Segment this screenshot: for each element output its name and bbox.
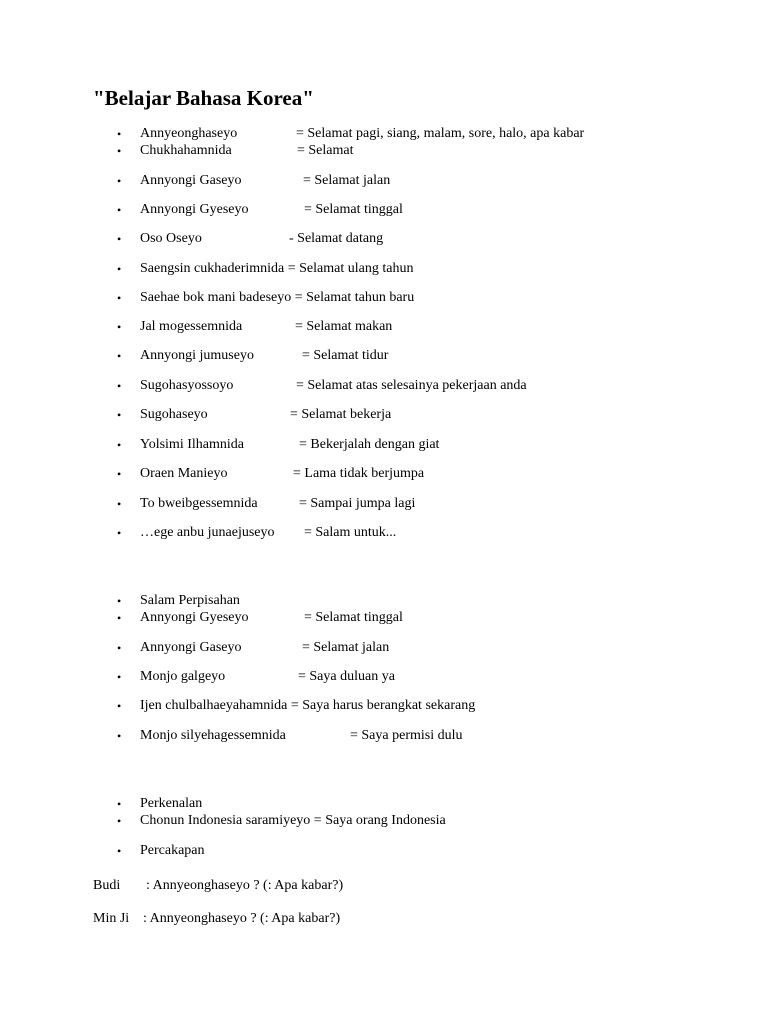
translation: = Selamat bekerja [290, 407, 392, 422]
bullet-icon: • [117, 699, 122, 713]
korean-term: Ijen chulbalhaeyahamnida = Saya harus berangkat sekarang [140, 698, 476, 713]
korean-term: Chonun Indonesia saramiyeyo = Saya orang Indonesia [140, 813, 446, 828]
korean-term: Annyongi Gaseyo [140, 173, 242, 188]
korean-term: Annyongi jumuseyo [140, 348, 254, 363]
translation: = Selamat makan [295, 319, 393, 334]
speaker-name: Min Ji [93, 911, 130, 926]
korean-term: Annyeonghaseyo [140, 126, 238, 141]
korean-term: To bweibgessemnida [140, 496, 258, 511]
korean-term: Annyongi Gyeseyo [140, 202, 249, 217]
translation: = Selamat jalan [302, 640, 390, 655]
translation: = Selamat tinggal [304, 610, 403, 625]
korean-term: Sugohasyossoyo [140, 378, 234, 393]
bullet-icon: • [117, 438, 122, 452]
translation: = Selamat tinggal [304, 202, 403, 217]
translation: = Selamat tidur [302, 348, 389, 363]
bullet-icon: • [117, 497, 122, 511]
korean-term: Oraen Manieyo [140, 466, 228, 481]
bullet-icon: • [117, 232, 122, 246]
speaker-utterance: : Annyeonghaseyo ? (: Apa kabar?) [143, 911, 341, 926]
translation: = Selamat [297, 143, 354, 158]
bullet-icon: • [117, 320, 122, 334]
bullet-icon: • [117, 349, 122, 363]
bullet-icon: • [117, 844, 122, 858]
korean-term: …ege anbu junaejuseyo [140, 525, 275, 540]
bullet-icon: • [117, 262, 122, 276]
bullet-icon: • [117, 797, 122, 811]
speaker-utterance: : Annyeonghaseyo ? (: Apa kabar?) [146, 878, 344, 893]
translation: = Salam untuk... [304, 525, 397, 540]
korean-term: Jal mogessemnida [140, 319, 243, 334]
bullet-icon: • [117, 729, 122, 743]
translation: = Selamat jalan [303, 173, 391, 188]
translation: = Selamat pagi, siang, malam, sore, halo, apa kabar [296, 126, 585, 141]
bullet-icon: • [117, 670, 122, 684]
bullet-icon: • [117, 641, 122, 655]
translation: = Saya duluan ya [298, 669, 395, 684]
korean-term: Saehae bok mani badeseyo = Selamat tahun baru [140, 290, 415, 305]
bullet-icon: • [117, 408, 122, 422]
translation: = Sampai jumpa lagi [299, 496, 416, 511]
bullet-icon: • [117, 611, 122, 625]
korean-term: Perkenalan [140, 796, 203, 811]
translation: = Lama tidak berjumpa [293, 466, 425, 481]
korean-term: Percakapan [140, 843, 205, 858]
translation: - Selamat datang [289, 231, 384, 246]
korean-term: Annyongi Gyeseyo [140, 610, 249, 625]
bullet-icon: • [117, 127, 122, 141]
speaker-name: Budi [93, 878, 121, 893]
translation: = Selamat atas selesainya pekerjaan anda [296, 378, 527, 393]
korean-term: Chukhahamnida [140, 143, 232, 158]
bullet-icon: • [117, 174, 122, 188]
bullet-icon: • [117, 467, 122, 481]
document-title: "Belajar Bahasa Korea" [93, 86, 314, 110]
korean-term: Monjo galgeyo [140, 669, 226, 684]
translation: = Bekerjalah dengan giat [299, 437, 440, 452]
korean-term: Annyongi Gaseyo [140, 640, 242, 655]
korean-term: Sugohaseyo [140, 407, 208, 422]
bullet-icon: • [117, 291, 122, 305]
translation: = Saya permisi dulu [350, 728, 463, 743]
korean-term: Monjo silyehagessemnida [140, 728, 286, 743]
bullet-icon: • [117, 526, 122, 540]
bullet-icon: • [117, 203, 122, 217]
korean-term: Saengsin cukhaderimnida = Selamat ulang tahun [140, 261, 414, 276]
korean-term: Yolsimi Ilhamnida [140, 437, 244, 452]
bullet-icon: • [117, 144, 122, 158]
bullet-icon: • [117, 814, 122, 828]
bullet-icon: • [117, 594, 122, 608]
korean-term: Salam Perpisahan [140, 593, 240, 608]
bullet-icon: • [117, 379, 122, 393]
korean-term: Oso Oseyo [140, 231, 202, 246]
